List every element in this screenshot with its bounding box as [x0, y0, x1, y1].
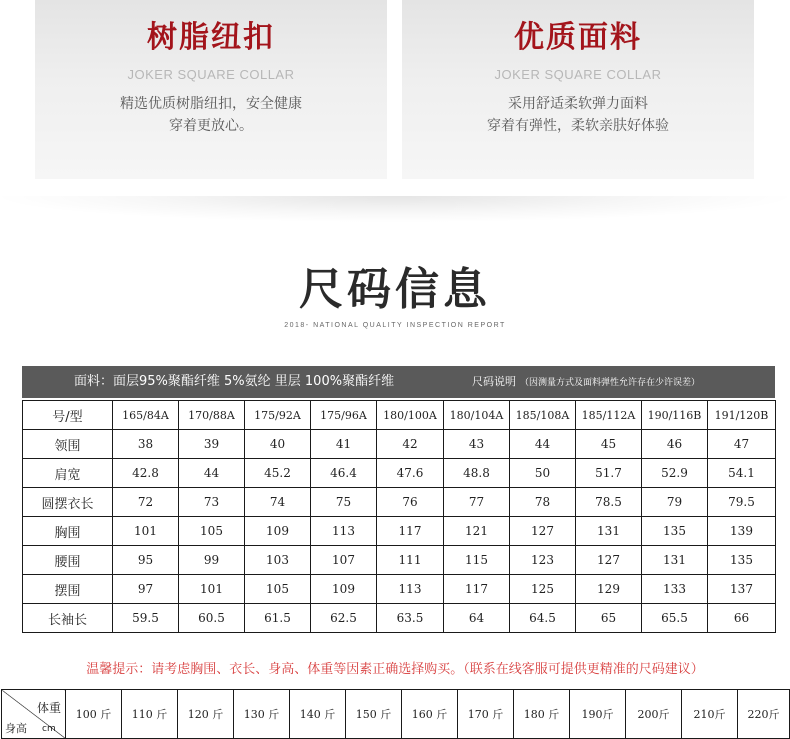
weight-header-cell: 120 斤 [178, 690, 234, 739]
table-cell: 101 [179, 575, 245, 604]
row-label: 领围 [23, 430, 113, 459]
table-cell: 135 [642, 517, 708, 546]
row-label: 长袖长 [23, 604, 113, 633]
section-divider-shadow [0, 196, 790, 222]
table-cell: 73 [179, 488, 245, 517]
table-cell: 77 [444, 488, 510, 517]
size-header-label: 号/型 [23, 401, 113, 430]
weight-header-cell: 220斤 [738, 690, 790, 739]
table-cell: 117 [377, 517, 444, 546]
table-cell: 40 [245, 430, 311, 459]
table-row [23, 575, 776, 604]
size-header-cell: 191/120B [708, 401, 776, 430]
table-cell: 44 [179, 459, 245, 488]
table-cell: 121 [444, 517, 510, 546]
table-cell: 117 [444, 575, 510, 604]
weight-height-corner [2, 690, 66, 739]
table-row [23, 488, 776, 517]
table-cell: 113 [377, 575, 444, 604]
weight-header-cell: 150 斤 [346, 690, 402, 739]
weight-header-cell: 200斤 [626, 690, 682, 739]
table-cell: 113 [311, 517, 377, 546]
table-cell: 65 [576, 604, 642, 633]
row-label: 腰围 [23, 546, 113, 575]
section-title: 尺码信息 [299, 264, 491, 315]
table-cell: 54.1 [708, 459, 776, 488]
table-cell: 127 [510, 517, 576, 546]
feature-desc-line: 精选优质树脂纽扣，安全健康 [120, 96, 302, 112]
table-cell: 76 [377, 488, 444, 517]
table-cell: 47.6 [377, 459, 444, 488]
weight-header-cell: 130 斤 [234, 690, 290, 739]
row-label: 胸围 [23, 517, 113, 546]
table-cell: 66 [708, 604, 776, 633]
table-cell: 97 [113, 575, 179, 604]
table-cell: 135 [708, 546, 776, 575]
table-cell: 72 [113, 488, 179, 517]
table-cell: 133 [642, 575, 708, 604]
size-header-cell: 190/116B [642, 401, 708, 430]
row-label: 圆摆衣长 [23, 488, 113, 517]
table-cell: 103 [245, 546, 311, 575]
table-cell: 95 [113, 546, 179, 575]
table-cell: 51.7 [576, 459, 642, 488]
table-row [23, 546, 776, 575]
table-cell: 47 [708, 430, 776, 459]
size-header-cell: 175/96A [311, 401, 377, 430]
size-header-cell: 185/108A [510, 401, 576, 430]
size-header-cell: 180/100A [377, 401, 444, 430]
table-cell: 111 [377, 546, 444, 575]
table-cell: 52.9 [642, 459, 708, 488]
weight-header-cell: 170 斤 [458, 690, 514, 739]
table-cell: 123 [510, 546, 576, 575]
table-cell: 74 [245, 488, 311, 517]
table-cell: 107 [311, 546, 377, 575]
weight-header-cell: 160 斤 [402, 690, 458, 739]
table-cell: 64.5 [510, 604, 576, 633]
table-cell: 129 [576, 575, 642, 604]
table-cell: 75 [311, 488, 377, 517]
table-cell: 61.5 [245, 604, 311, 633]
table-cell: 115 [444, 546, 510, 575]
feature-title: 优质面料 [514, 20, 642, 55]
size-chart-table [22, 400, 776, 633]
table-cell: 131 [576, 517, 642, 546]
weight-axis-label: 体重 [36, 701, 61, 715]
table-cell: 63.5 [377, 604, 444, 633]
table-cell: 41 [311, 430, 377, 459]
size-header-cell: 185/112A [576, 401, 642, 430]
feature-desc-line: 采用舒适柔软弹力面料 [508, 96, 648, 112]
feature-desc-line: 穿着更放心。 [169, 118, 253, 134]
fabric-composition: 面料：面层95%聚酯纤维 5%氨纶 里层 100%聚酯纤维 [74, 374, 395, 389]
table-cell: 79 [642, 488, 708, 517]
table-cell: 131 [642, 546, 708, 575]
height-axis-label: 身高 [5, 722, 27, 735]
row-label: 摆围 [23, 575, 113, 604]
fabric-info-bar [22, 366, 775, 398]
size-header-cell: 165/84A [113, 401, 179, 430]
table-row [23, 459, 776, 488]
table-cell: 60.5 [179, 604, 245, 633]
table-cell: 39 [179, 430, 245, 459]
table-cell: 48.8 [444, 459, 510, 488]
height-unit-label: cm [42, 724, 56, 734]
size-note [472, 366, 700, 399]
table-cell: 65.5 [642, 604, 708, 633]
weight-header-cell: 180 斤 [514, 690, 570, 739]
table-cell: 101 [113, 517, 179, 546]
feature-card-fabric [402, 0, 754, 179]
size-header-cell: 170/88A [179, 401, 245, 430]
table-cell: 125 [510, 575, 576, 604]
feature-subtitle: JOKER SQUARE COLLAR [127, 67, 295, 82]
purchase-reminder: 温馨提示：请考虑胸围、衣长、身高、体重等因素正确选择购买。（联系在线客服可提供更精准的尺码建议） [86, 662, 704, 677]
table-cell: 43 [444, 430, 510, 459]
feature-description [402, 93, 754, 137]
weight-header-cell: 190斤 [570, 690, 626, 739]
table-cell: 45.2 [245, 459, 311, 488]
table-cell: 46 [642, 430, 708, 459]
table-row [23, 517, 776, 546]
table-cell: 42 [377, 430, 444, 459]
weight-height-table [1, 689, 790, 739]
feature-title: 树脂纽扣 [147, 20, 275, 55]
feature-subtitle: JOKER SQUARE COLLAR [494, 67, 662, 82]
table-row [23, 430, 776, 459]
table-cell: 137 [708, 575, 776, 604]
table-cell: 105 [179, 517, 245, 546]
table-cell: 38 [113, 430, 179, 459]
weight-header-row [2, 690, 790, 739]
weight-header-cell: 110 斤 [122, 690, 178, 739]
row-label: 肩宽 [23, 459, 113, 488]
weight-header-cell: 100 斤 [66, 690, 122, 739]
table-cell: 127 [576, 546, 642, 575]
size-header-cell: 175/92A [245, 401, 311, 430]
table-cell: 42.8 [113, 459, 179, 488]
weight-header-cell: 210斤 [682, 690, 738, 739]
table-row [23, 604, 776, 633]
table-cell: 99 [179, 546, 245, 575]
feature-desc-line: 穿着有弹性，柔软亲肤好体验 [487, 118, 669, 134]
table-cell: 79.5 [708, 488, 776, 517]
table-cell: 59.5 [113, 604, 179, 633]
table-cell: 44 [510, 430, 576, 459]
table-cell: 78 [510, 488, 576, 517]
size-note-label: 尺码说明 [472, 375, 516, 388]
table-cell: 45 [576, 430, 642, 459]
size-header-cell: 180/104A [444, 401, 510, 430]
table-cell: 139 [708, 517, 776, 546]
table-cell: 105 [245, 575, 311, 604]
feature-description [35, 93, 387, 137]
table-cell: 50 [510, 459, 576, 488]
size-header-row [23, 401, 776, 430]
table-cell: 64 [444, 604, 510, 633]
table-cell: 46.4 [311, 459, 377, 488]
size-note-detail: （因测量方式及面料弹性允许存在少许误差） [520, 378, 701, 388]
section-subtitle: 2018- NATIONAL QUALITY INSPECTION REPORT [284, 322, 506, 329]
table-cell: 109 [245, 517, 311, 546]
table-cell: 62.5 [311, 604, 377, 633]
table-cell: 78.5 [576, 488, 642, 517]
feature-card-buttons [35, 0, 387, 179]
weight-header-cell: 140 斤 [290, 690, 346, 739]
table-cell: 109 [311, 575, 377, 604]
